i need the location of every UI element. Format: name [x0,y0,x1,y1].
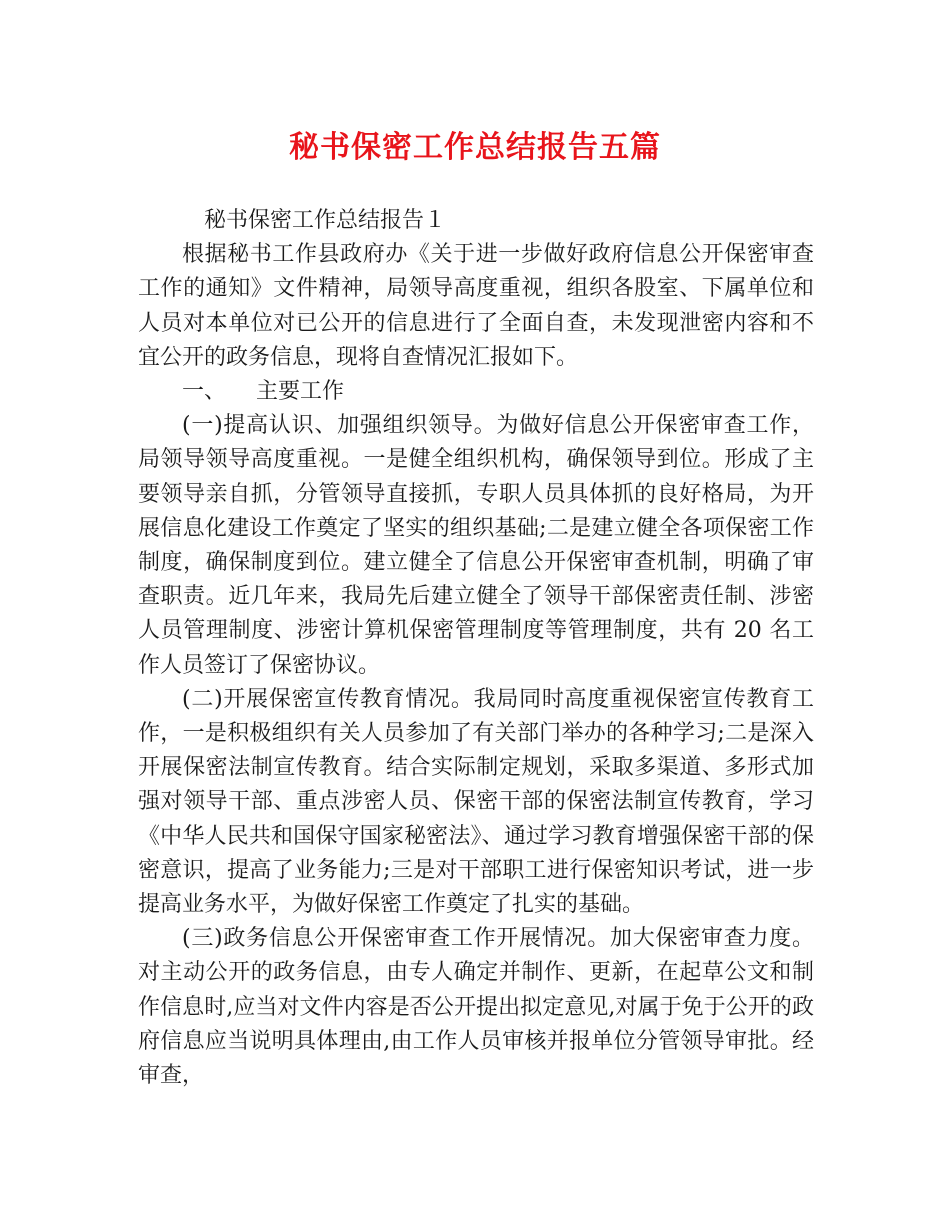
intro-paragraph: 根据秘书工作县政府办《关于进一步做好政府信息公开保密审查工作的通知》文件精神，局领导高度重视，组织各股室、下属单位和人员对本单位对已公开的信息进行了全面自查，未发现泄密内容和不宜公开的政务信息，现将自查情况汇报如下。 [138,242,814,370]
document-body [138,204,814,1093]
report-subtitle: 秘书保密工作总结报告１ [204,208,447,233]
section-heading [138,375,814,409]
section-number: 一、 [182,379,227,405]
item-two-paragraph: (二)开展保密宣传教育情况。我局同时高度重视保密宣传教育工作，一是积极组织有关人员参加了有关部门举办的各种学习;二是深入开展保密法制宣传教育。结合实际制定规划，采取多渠道、多形式加强对领导干部、重点涉密人员、保密干部的保密法制宣传教育，学习《中华人民共和国保守国家秘密法》、通过学习教育增强保密干部的保密意识，提高了业务能力;三是对干部职工进行保密知识考试，进一步提高业务水平，为做好保密工作奠定了扎实的基础。 [138,686,814,918]
document-title: 秘书保密工作总结报告五篇 [289,130,661,165]
item-one-paragraph: (一)提高认识、加强组织领导。为做好信息公开保密审查工作，局领导领导高度重视。一是健全组织机构，确保领导到位。形成了主要领导亲自抓，分管领导直接抓，专职人员具体抓的良好格局，为开展信息化建设工作奠定了坚实的组织基础;二是建立健全各项保密工作制度，确保制度到位。建立健全了信息公开保密审查机制，明确了审查职责。近几年来，我局先后建立健全了领导干部保密责任制、涉密人员管理制度、涉密计算机保密管理制度等管理制度，共有 20 名工作人员签订了保密协议。 [138,413,814,678]
section-title: 主要工作 [256,379,345,405]
item-three-paragraph: (三)政务信息公开保密审查工作开展情况。加大保密审查力度。对主动公开的政务信息，由专人确定并制作、更新，在起草公文和制作信息时,应当对文件内容是否公开提出拟定意见,对属于免于公开的政府信息应当说明具体理由,由工作人员审核并报单位分管领导审批。经审查， [138,926,814,1089]
